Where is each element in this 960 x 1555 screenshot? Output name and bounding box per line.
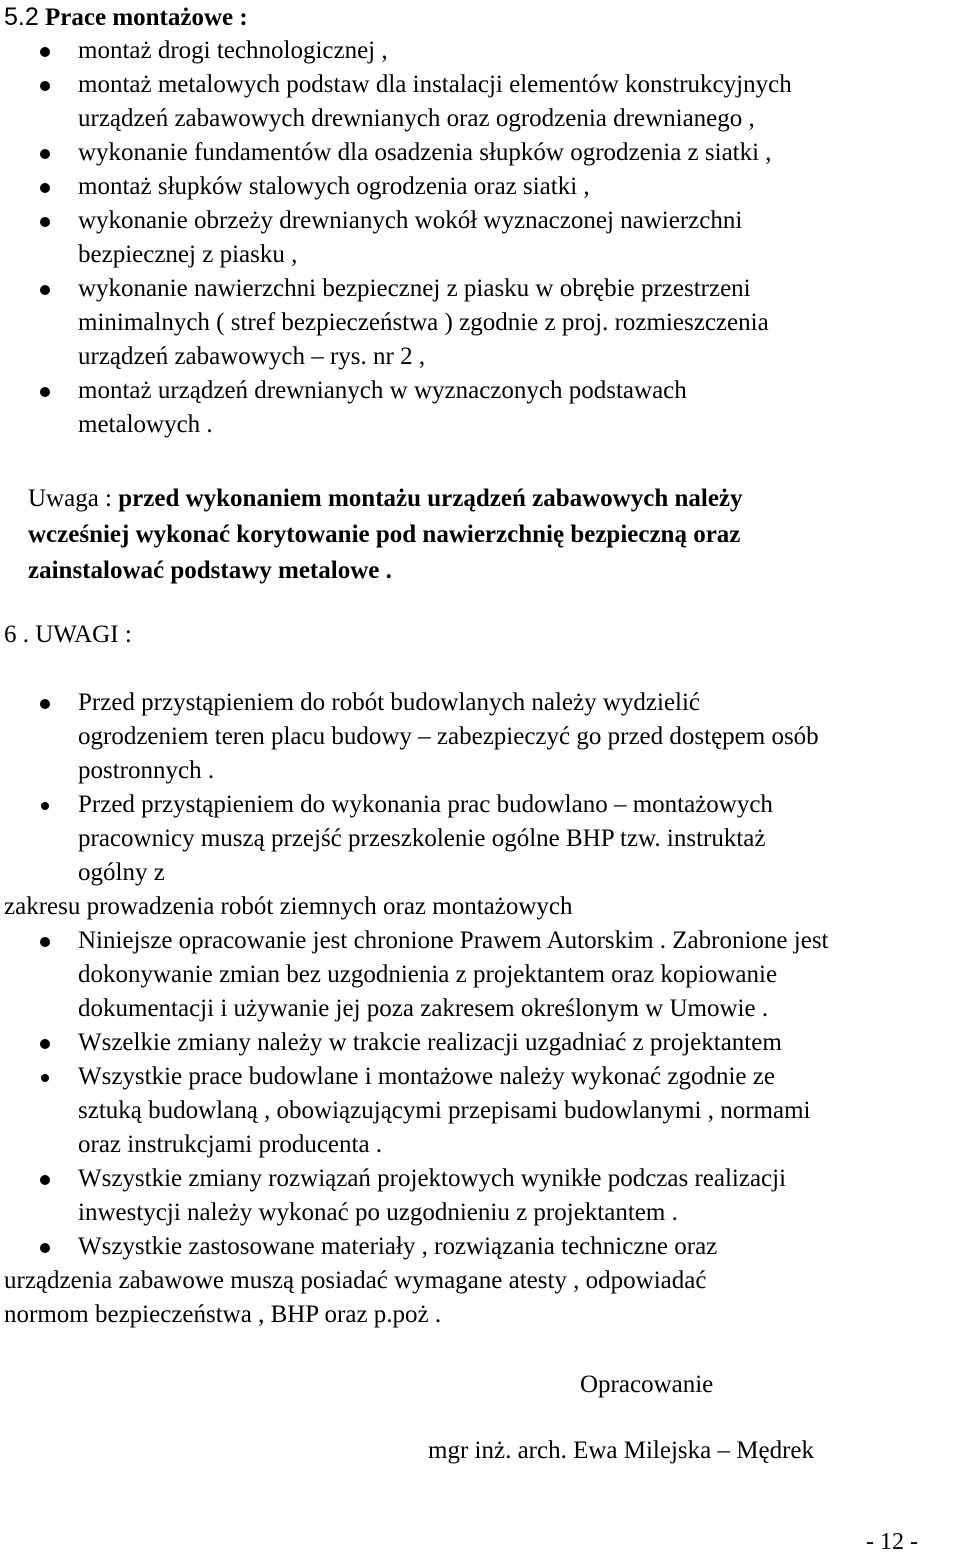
- assembly-works-list: [0, 34, 960, 442]
- page-number: - 12 -: [866, 1529, 918, 1555]
- list-item: Przed przystąpieniem do wykonania prac budowlano – montażowych pracownicy muszą przejść przeszkolenie ogólne BHP tzw. instruktaż ogólny z: [0, 788, 960, 890]
- list-item: wykonanie fundamentów dla osadzenia słupków ogrodzenia z siatki ,: [0, 136, 960, 170]
- bullet-icon: [40, 47, 50, 57]
- bullet-icon: [41, 1074, 49, 1082]
- bullet-icon: [40, 149, 50, 159]
- bullet-icon: [40, 183, 50, 193]
- bullet-icon: [40, 1243, 50, 1253]
- bullet-icon: [40, 217, 50, 227]
- warning-line: przed wykonaniem montażu urządzeń zabawowych należy: [118, 485, 743, 512]
- section-title: Prace montażowe :: [45, 4, 248, 31]
- bullet-icon: [40, 937, 50, 947]
- list-item: wykonanie obrzeży drewnianych wokół wyznaczonej nawierzchni bezpiecznej z piasku ,: [0, 204, 960, 272]
- warning-line: zainstalować podstawy metalowe .: [28, 557, 392, 584]
- list-item: Niniejsze opracowanie jest chronione Prawem Autorskim . Zabronione jest dokonywanie zmian bez uzgodnienia z projektantem oraz kopiowanie dokumentacji i używanie jej poza zakresem określonym w Umowie .: [0, 924, 960, 1026]
- bullet-icon: [40, 1039, 50, 1049]
- section-6-heading: 6 . UWAGI :: [4, 621, 132, 648]
- list-item: Wszelkie zmiany należy w trakcie realizacji uzgadniać z projektantem: [0, 1026, 960, 1060]
- warning-label: Uwaga :: [28, 485, 112, 512]
- bullet-icon: [40, 699, 50, 709]
- section-5-2-heading: [4, 2, 248, 33]
- bullet-icon: [40, 1175, 50, 1185]
- bullet-icon: [41, 802, 49, 810]
- warning-note: [28, 481, 948, 589]
- list-item: montaż słupków stalowych ogrodzenia oraz siatki ,: [0, 170, 960, 204]
- list-item: Wszystkie zmiany rozwiązań projektowych wynikłe podczas realizacji inwestycji należy wykonać po uzgodnieniu z projektantem .: [0, 1162, 960, 1230]
- list-item: montaż urządzeń drewnianych w wyznaczonych podstawach metalowych .: [0, 374, 960, 442]
- section-number: 5.2: [4, 3, 39, 31]
- bullet-icon: [40, 285, 50, 295]
- list-item: montaż drogi technologicznej ,: [0, 34, 960, 68]
- list-item: montaż metalowych podstaw dla instalacji elementów konstrukcyjnych urządzeń zabawowych drewnianych oraz ogrodzenia drewnianego ,: [0, 68, 960, 136]
- list-item: wykonanie nawierzchni bezpiecznej z piasku w obrębie przestrzeni minimalnych ( stref bezpieczeństwa ) zgodnie z proj. rozmieszczenia urządzeń zabawowych – rys. nr 2 ,: [0, 272, 960, 374]
- signature-role: Opracowanie: [580, 1371, 714, 1398]
- list-item: Przed przystąpieniem do robót budowlanych należy wydzielić ogrodzeniem teren placu budowy – zabezpieczyć go przed dostępem osób postronnych .: [0, 686, 960, 788]
- warning-line: wcześniej wykonać korytowanie pod nawierzchnię bezpieczną oraz: [28, 521, 741, 548]
- remarks-list: [0, 686, 960, 1332]
- signature-name: mgr inż. arch. Ewa Milejska – Mędrek: [428, 1437, 814, 1464]
- bullet-icon: [40, 387, 50, 397]
- list-continuation: zakresu prowadzenia robót ziemnych oraz montażowych: [4, 893, 573, 920]
- list-continuation: urządzenia zabawowe muszą posiadać wymagane atesty , odpowiadać normom bezpieczeństwa , BHP oraz p.poż .: [4, 1267, 707, 1328]
- list-item: Wszystkie prace budowlane i montażowe należy wykonać zgodnie ze sztuką budowlaną , obowiązującymi przepisami budowlanymi , normami oraz instrukcjami producenta .: [0, 1060, 960, 1162]
- bullet-icon: [40, 81, 50, 91]
- list-item: Wszystkie zastosowane materiały , rozwiązania techniczne oraz: [0, 1230, 960, 1264]
